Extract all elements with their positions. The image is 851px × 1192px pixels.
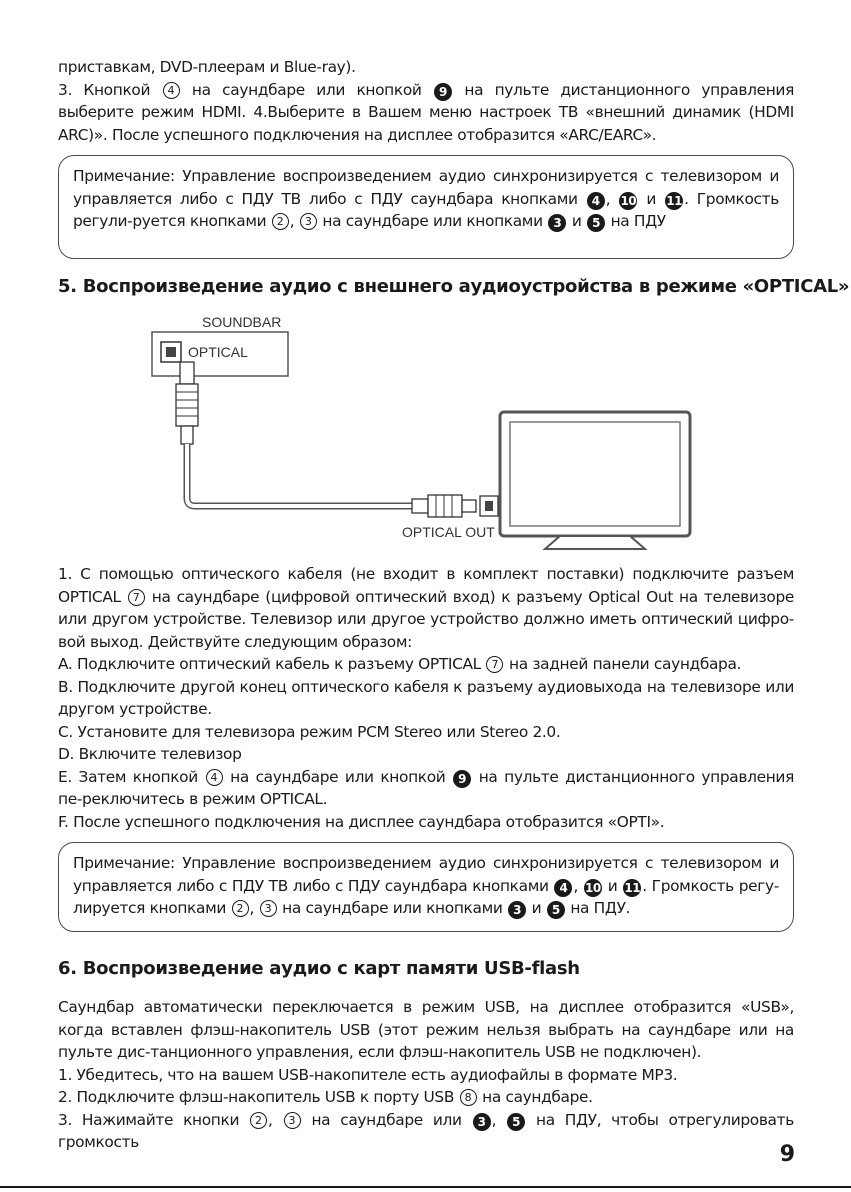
paragraph-text: на саундбаре (цифровой оптический вход) к разъему Optical Out на телевизоре или другом устройстве. Телевизор или другое устройство должно иметь оптический цифро-вой выход. Действуйте следующим образом: xyxy=(58,587,794,651)
step-2-text: 2. Подключите флэш-накопитель USB к порту USB xyxy=(58,1088,459,1106)
note-box-1 xyxy=(58,155,794,259)
optical-port-inner xyxy=(166,347,176,357)
step-3-text: 3. Нажимайте кнопки xyxy=(58,1110,250,1129)
step-e-text: E. Затем кнопкой xyxy=(58,767,205,786)
remote-button-5-marker: 5 xyxy=(547,901,565,919)
remote-button-3-marker: 3 xyxy=(508,901,526,919)
button-3-marker: 3 xyxy=(260,900,277,917)
step-2-text: на саундбаре. xyxy=(477,1088,593,1106)
optical-cable-core xyxy=(187,444,412,506)
step3-text: на саундбаре или кнопкой xyxy=(180,80,433,99)
separator: и xyxy=(638,189,665,208)
optical-plug-horizontal xyxy=(412,495,476,517)
separator: , xyxy=(249,899,259,917)
step3-text: 3. Кнопкой xyxy=(58,80,162,99)
bottom-rule xyxy=(0,1186,851,1188)
step-1-text: 1. Убедитесь, что на вашем USB-накопителе есть аудиофайлы в формате MP3. xyxy=(58,1065,678,1084)
optical-label: OPTICAL xyxy=(188,344,248,360)
separator: , xyxy=(268,1110,283,1129)
step-d-text: D. Включите телевизор xyxy=(58,745,242,763)
separator: , xyxy=(605,189,619,208)
tv-icon xyxy=(500,412,690,549)
paragraph-text: Саундбар автоматически переключается в режим USB, на дисплее отобразится «USB», когда вставлен флэш-накопитель USB (этот режим нельзя выбрать на саундбаре или на пульте дис-танционного управления, если флэш-накопитель USB не подключен). xyxy=(58,998,794,1061)
remote-button-10-marker: 10 xyxy=(620,193,637,208)
step-3-text: на саундбаре или xyxy=(301,1110,472,1129)
note-text: . Громкость регули-руется кнопками xyxy=(73,189,779,230)
tv-optical-port-inner xyxy=(485,501,493,511)
remote-button-10-marker: 10 xyxy=(585,880,601,895)
note-text: на ПДУ. xyxy=(565,899,631,917)
remote-button-9-marker: 9 xyxy=(434,83,452,101)
step-e-text: на пульте дистанционного управления пе-реключитесь в режим OPTICAL. xyxy=(58,767,794,808)
intro-line-1: приставкам, DVD-плеерам и Blue-ray). xyxy=(58,58,356,76)
separator: , xyxy=(573,876,583,895)
note-text: на саундбаре или кнопками xyxy=(317,212,548,230)
step-a-text: на задней панели саундбара. xyxy=(504,655,742,673)
remote-button-4-marker: 4 xyxy=(554,879,572,897)
step-3-text: на ПДУ, чтобы отрегулировать громкость xyxy=(58,1110,794,1151)
separator: , xyxy=(491,1110,507,1129)
paragraph-text: 1. С помощью оптического кабеля (не входит в комплект поставки) подключите разъем OPTICAL xyxy=(58,565,794,606)
note-text: Примечание: Управление воспроизведением аудио синхронизируется с телевизором и управляется либо с ПДУ ТВ либо с ПДУ саундбара кнопками xyxy=(73,854,779,895)
intro-text xyxy=(58,56,794,146)
button-3-marker: 3 xyxy=(284,1112,301,1129)
section-6-body xyxy=(58,996,794,1154)
remote-button-5-marker: 5 xyxy=(507,1113,525,1131)
step-e-text: на саундбаре или кнопкой xyxy=(223,767,453,786)
note-text: на саундбаре или кнопками xyxy=(277,899,508,917)
optical-cable xyxy=(187,444,412,506)
remote-button-9-marker: 9 xyxy=(453,770,471,788)
button-3-marker: 3 xyxy=(300,213,317,230)
button-4-marker: 4 xyxy=(206,769,223,786)
button-2-marker: 2 xyxy=(250,1112,267,1129)
optical-connection-diagram xyxy=(0,300,851,552)
remote-button-3-marker: 3 xyxy=(548,214,566,232)
step-a-text: A. Подключите оптический кабель к разъему OPTICAL xyxy=(58,655,486,673)
remote-button-11-marker: 11 xyxy=(666,193,682,208)
button-2-marker: 2 xyxy=(232,900,249,917)
separator: и xyxy=(527,899,546,917)
note-1-text xyxy=(73,165,779,233)
optical-out-label: OPTICAL OUT xyxy=(402,524,495,540)
step-b-text: B. Подключите другой конец оптического кабеля к разъему аудиовыхода на телевизоре или другом устройстве. xyxy=(58,677,794,718)
remote-button-5-marker: 5 xyxy=(587,214,605,232)
remote-button-11-marker: 11 xyxy=(624,880,641,895)
button-4-marker: 4 xyxy=(163,82,180,99)
separator: и xyxy=(567,212,587,230)
step-f-text: F. После успешного подключения на дисплее саундбара отобразится «OPTI». xyxy=(58,812,665,831)
section-5-heading: 5. Воспроизведение аудио с внешнего аудиоустройства в режиме «OPTICAL» xyxy=(58,276,850,297)
step3-text: на пульте дистанционного управления выберите режим HDMI. 4.Выберите в Вашем меню настроек ТВ «внешний динамик (HDMI ARC)». После успешного подключения на дисплее отобразится «ARC/EARC». xyxy=(58,80,794,144)
note-box-2 xyxy=(58,842,794,932)
section-5-body xyxy=(58,563,794,833)
note-text: . Громкость регу-лируется кнопками xyxy=(73,876,779,917)
optical-port-7-marker: 7 xyxy=(486,656,503,673)
usb-port-8-marker: 8 xyxy=(460,1089,477,1106)
note-text: на ПДУ xyxy=(606,212,666,230)
separator: и xyxy=(602,876,623,895)
note-text: Примечание: Управление воспроизведением аудио синхронизируется с телевизором и управляется либо с ПДУ ТВ либо с ПДУ саундбара кнопками xyxy=(73,167,779,208)
remote-button-3-marker: 3 xyxy=(473,1113,491,1131)
step-c-text: C. Установите для телевизора режим PCM Stereo или Stereo 2.0. xyxy=(58,722,561,741)
soundbar-label: SOUNDBAR xyxy=(202,314,282,330)
separator: , xyxy=(289,212,299,230)
button-2-marker: 2 xyxy=(272,213,289,230)
note-2-text xyxy=(73,852,779,920)
section-6-heading: 6. Воспроизведение аудио с карт памяти USB-flash xyxy=(58,958,580,979)
optical-port-7-marker: 7 xyxy=(128,589,145,606)
remote-button-4-marker: 4 xyxy=(587,192,605,210)
page-number: 9 xyxy=(779,1142,795,1167)
